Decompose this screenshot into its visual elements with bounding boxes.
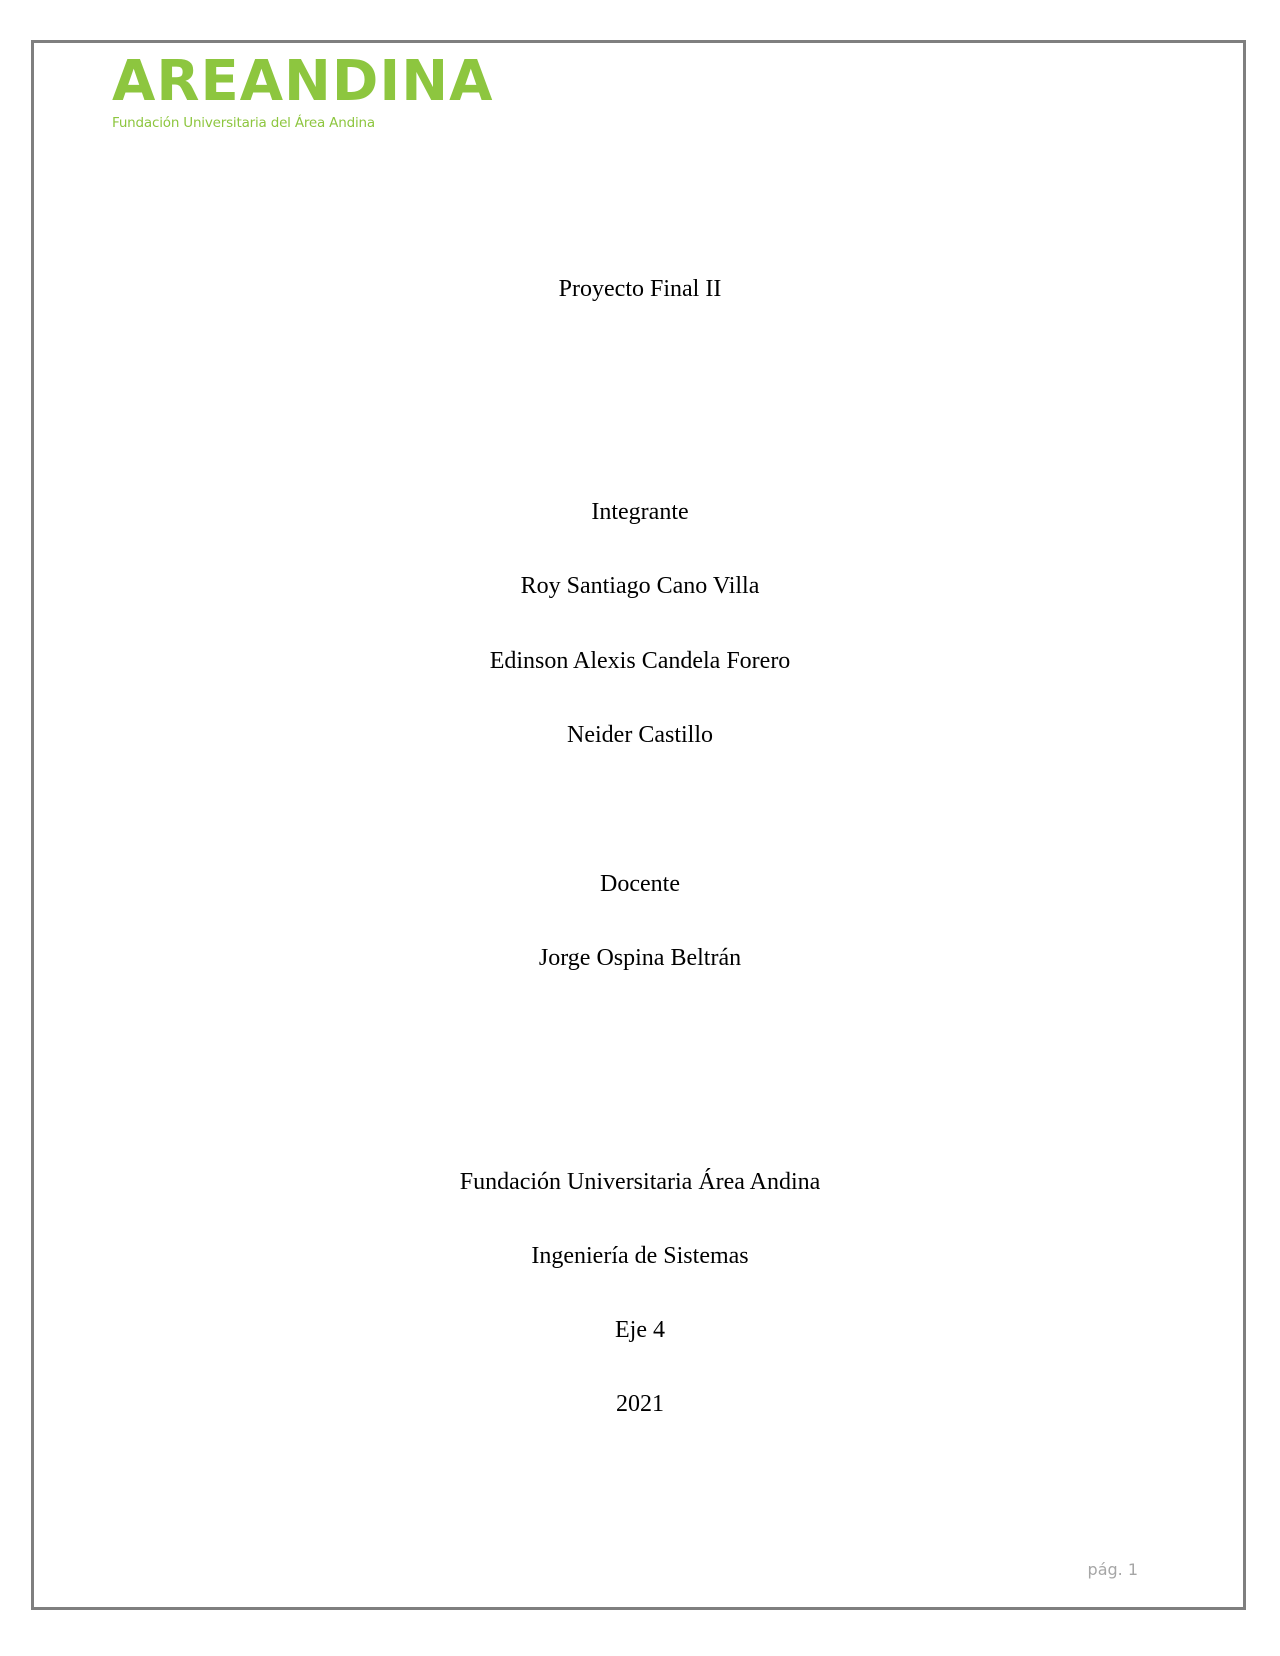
- logo-subtitle: Fundación Universitaria del Área Andina: [112, 115, 375, 131]
- unit-label: Eje 4: [615, 1317, 665, 1343]
- institution-name: Fundación Universitaria Área Andina: [459, 1169, 821, 1195]
- document-title: Proyecto Final II: [558, 276, 722, 302]
- teacher-heading: Docente: [600, 871, 680, 897]
- member-name-2: Edinson Alexis Candela Forero: [489, 648, 791, 674]
- member-name-3: Neider Castillo: [567, 722, 713, 748]
- areandina-logo: [112, 49, 494, 132]
- member-name-1: Roy Santiago Cano Villa: [520, 573, 760, 599]
- page-number: pág. 1: [1087, 1560, 1138, 1579]
- members-heading: Integrante: [591, 499, 689, 525]
- program-name: Ingeniería de Sistemas: [531, 1243, 749, 1269]
- year-label: 2021: [616, 1391, 664, 1417]
- teacher-name: Jorge Ospina Beltrán: [538, 945, 742, 971]
- logo-wordmark: AREANDINA: [112, 49, 494, 114]
